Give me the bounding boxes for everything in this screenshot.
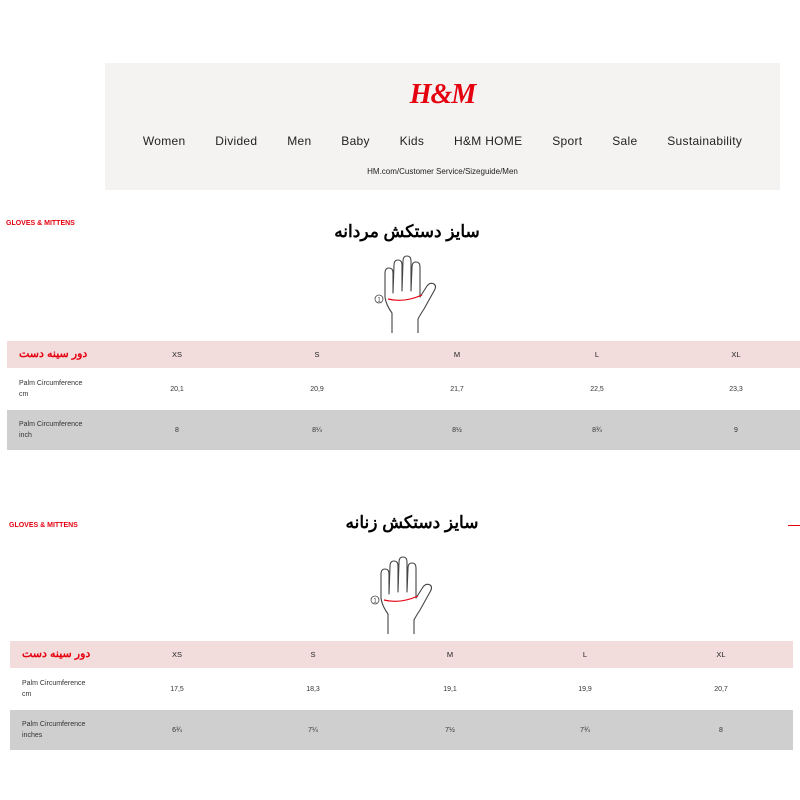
men-cm-l: 22,5 [590, 385, 604, 393]
women-size-xs: XS [171, 650, 183, 659]
women-inch-label-line2: inches [22, 732, 43, 739]
nav-item-women[interactable]: Women [142, 134, 186, 148]
women-hand-diagram [368, 556, 438, 636]
men-header-label: دور سینه دست [19, 348, 88, 360]
men-cm-xl: 23,3 [729, 385, 743, 393]
breadcrumb[interactable]: HM.com/Customer Service/Sizeguide/Men [367, 167, 518, 176]
men-measure-marker-number: 1 [377, 297, 381, 304]
women-size-m: M [446, 650, 454, 659]
women-cm-l: 19,9 [578, 685, 592, 693]
men-size-l: L [594, 350, 600, 359]
men-size-header-row [7, 341, 800, 368]
nav-item-sale[interactable]: Sale [612, 134, 638, 148]
women-inch-xs: 6¾ [172, 726, 182, 734]
women-cm-xl: 20,7 [714, 685, 728, 693]
women-measure-marker-number: 1 [373, 598, 377, 605]
women-inch-s: 7¼ [308, 726, 318, 734]
men-inch-xs: 8 [175, 426, 179, 434]
men-inch-l: 8¾ [592, 426, 602, 434]
site-header [105, 63, 780, 190]
nav-item-sustainability[interactable]: Sustainability [667, 134, 743, 148]
men-cm-label [7, 378, 127, 400]
men-inch-label [7, 419, 127, 441]
women-cm-row [10, 668, 793, 710]
men-cm-s: 20,9 [310, 385, 324, 393]
women-section-title: سایز دستکش زنانه [345, 513, 479, 532]
women-inch-label-line1: Palm Circumference [22, 721, 86, 728]
women-header-label: دور سینه دست [22, 648, 91, 660]
women-inch-m: 7½ [445, 726, 455, 734]
women-size-s: S [310, 650, 316, 659]
women-cm-xs: 17,5 [170, 685, 184, 693]
women-cm-label-line1: Palm Circumference [22, 680, 86, 687]
men-section-title: سایز دستکش مردانه [334, 222, 480, 241]
nav-item-sport[interactable]: Sport [552, 134, 583, 148]
men-size-xl: XL [731, 350, 741, 359]
hm-logo[interactable]: H&M [409, 79, 476, 110]
nav-item-divided[interactable]: Divided [215, 134, 258, 148]
men-inch-label-line2: inch [19, 432, 32, 439]
men-cm-xs: 20,1 [170, 385, 184, 393]
nav-item-baby[interactable]: Baby [341, 134, 370, 148]
men-inch-m: 8½ [452, 426, 462, 434]
women-size-table [10, 641, 793, 750]
men-size-xs: XS [171, 350, 183, 359]
women-section-divider [788, 525, 800, 526]
women-inch-label [10, 719, 130, 741]
nav-item-kids[interactable]: Kids [399, 134, 425, 148]
women-cm-label-line2: cm [22, 691, 32, 698]
men-inch-label-line1: Palm Circumference [19, 421, 83, 428]
men-inch-row [7, 410, 800, 450]
women-inch-xl: 8 [719, 726, 723, 734]
men-section-label: GLOVES & MITTENS [6, 220, 75, 227]
nav-item-hm-home[interactable]: H&M HOME [454, 134, 523, 148]
nav-item-men[interactable]: Men [287, 134, 312, 148]
men-cm-m: 21,7 [450, 385, 464, 393]
men-size-s: S [314, 350, 320, 359]
men-inch-s: 8¼ [312, 426, 322, 434]
main-nav [105, 134, 780, 148]
men-hand-diagram [372, 255, 442, 335]
women-size-xl: XL [716, 650, 726, 659]
women-section-label: GLOVES & MITTENS [9, 522, 78, 529]
men-cm-label-line1: Palm Circumference [19, 380, 83, 387]
women-size-l: L [582, 650, 588, 659]
men-inch-xl: 9 [734, 426, 738, 434]
men-cm-row [7, 368, 800, 410]
women-cm-s: 18,3 [306, 685, 320, 693]
women-size-header-row [10, 641, 793, 668]
men-size-m: M [453, 350, 461, 359]
men-size-table [7, 341, 800, 450]
women-inch-l: 7¾ [580, 726, 590, 734]
women-inch-row [10, 710, 793, 750]
men-cm-label-line2: cm [19, 391, 29, 398]
women-cm-m: 19,1 [443, 685, 457, 693]
women-cm-label [10, 678, 130, 700]
